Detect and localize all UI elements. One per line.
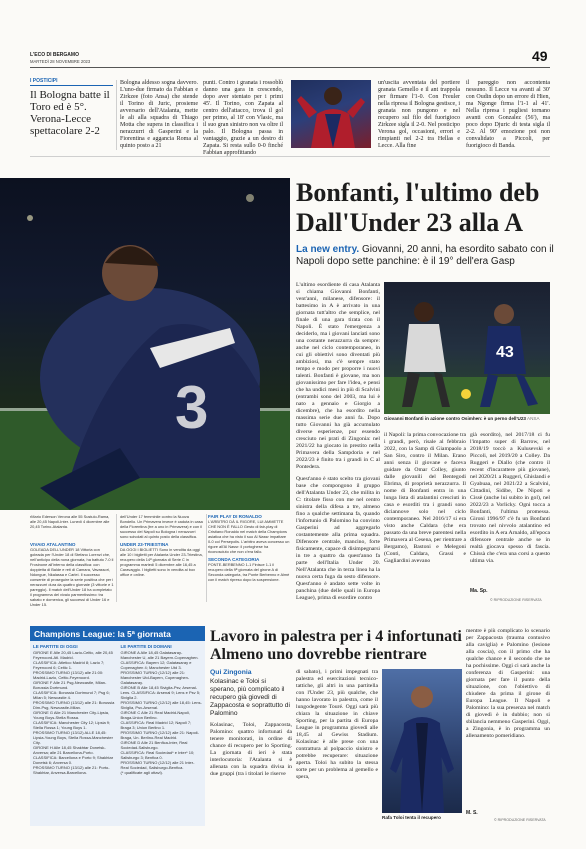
cl-box (30, 626, 205, 826)
cl-right-col (121, 644, 203, 775)
lavoro-byline: M. S. (466, 810, 478, 816)
cl-right-item: PROSSIMO TURNO (12/12) alle 18,45: Lens-Siviglia, Psv-Arsenal. (120, 700, 202, 710)
brief-seconda-label: SECONDA CATEGORIA (208, 557, 260, 562)
lavoro-col2: di sabato), i primi impegnati tra palestra ed esercitazioni tecnico-tattiche, gli altri in una partitella con l'Under 23, più qualche, che hanno lavorato in palestra, come il lungodegente Touré. Oggi sarà più chiara la situazione in chiave Sporting, per la partita di Europa League in programma giovedì alle 18,45 al Gewiss Stadium. Kolasinac è alle prese con una contrattura al polpaccio sinistro e potrebbe recuperare: situazione aperta. Toloi ha subito la stessa sorte per un problema al gemello e spera, (296, 669, 378, 780)
main-col-b: Quest'anno è stato scelto tra giovani base che compongono il gruppo dell'Atalanta Under 23, che milita in C: titolare fisso con me nel centro sinistra della difesa a tre, almeno fino a qualche settimana fa, quando l'infortunio di Palomino ha convinto Gasperini ad aggregarlo costantemente alla prima squadra. Difensore centrale, mancino, forte fisicamente, capace di disimpegnarsi in tre a quattro da quest'anno fa parte dell'Italia Under 20. Nell'Atalanta che in terza linea ha la nuova certa fuga da sesto difensore. Quest'anno è andato sette volte in panchina (due delle quali in Europa League), prima di esordire contro (296, 476, 380, 601)
top-col2: punti. Contro i granata i rossoblù danno una gara in crescendo, dopo aver stentato per i primi 45'. Il Torino, con Zapata al centro dell'attacco, trova il gol per primo, al 18' con Vlasic, ma il suo gran sinistro non va oltre il palo. Il Bologna passa in vantaggio, grazie a un destro di Zapata. Si resta sullo 0-0 finché Fabbian approfittando (203, 80, 283, 156)
cl-right-list (121, 650, 203, 775)
cl-left-item: CLASSIFICA: Borussia Dortmund 7; Psg 6; Milan 5; Newcastle 4. (33, 690, 110, 700)
cl-left-list (33, 650, 117, 775)
cl-right-item: CLASSIFICA: Real Madrid 12; Napoli 7; Braga 3; Union Berlino 1. (120, 720, 192, 730)
lavoro-photo-toloi (382, 669, 462, 813)
top-photo-bologna (291, 80, 371, 148)
main-deck-kicker: La new entry. (296, 244, 360, 255)
brief-right (208, 514, 290, 602)
cl-right-item: PROSSIMO TURNO (12/12) alle 21: Manchester Utd-Bayern, Copenaghen-Galatasaray. (120, 670, 190, 685)
brief-middle-text: dell'Under 17 femminile contro la Nuova Bondello. Un Primavera invece è caduta in casa della Fiorentina (tre a uno in Primavera) e con il successo del Napoli su Bologna i nerazzurri sono scivolati al quinto posto della classifica. (120, 514, 203, 539)
main-byline: Ma. Sp. (470, 588, 488, 594)
top-kicker: I POSTICIPI (30, 78, 113, 86)
cl-left-item: PROSSIMO TURNO (13/12) alle 21: Borussia Dim-Psg, Newcastle-Milan. (33, 700, 115, 710)
player-silhouette-icon (291, 80, 371, 148)
cl-left-item: CLASSIFICA: Barcellona e Porto 9; Shakhtar Donetsk 6; Anversa 0. (33, 755, 114, 765)
brief-triestina-text: DA OGGI I BIGLIETTI Sono in vendita da oggi alle 10 i biglietti per Atalanta Under 23-Triestina, recupero della 14ª giornata di Serie C in programma martedì 5 dicembre alle 16,45 a Caravaggio. I biglietti sono in vendita al box office e online. (120, 547, 203, 577)
main-rights: © RIPRODUZIONE RISERVATA (490, 598, 542, 602)
cl-left-item: GIRONE H Alle 18,45 Shakhtar Donetsk-Anversa; alle 21 Barcellona-Porto. (33, 745, 106, 755)
brief-middle (120, 514, 204, 602)
cl-right-item: CLASSIFICA: Real Sociedad* e Inter* 10; Salisburgo 3; Benfica 0. (120, 750, 195, 760)
brief-divider-2 (206, 514, 207, 602)
main-inset-photo (384, 282, 550, 414)
lavoro-deck: Kolasinac e Toloi si sperano, più complicato il recupero già giovedì di Zappacosta e soprattutto di Palomino (210, 678, 290, 717)
below-photo-caption: rMario Ederson Verona alle 55 Sustulo-Rama, alle 20,45 Napoli-Inter. Lunedì 4 dicembre alle 20,45 Torino-Atalanta. (30, 514, 110, 529)
cl-right-item: GIRONE B Alle 18,45 Siviglia-Psv, Arsenal-Lens. CLASSIFICA: Arsenal 9; Lens e Psv 5; Siviglia 2. (120, 685, 201, 700)
lavoro-headline-line2: Almeno uno dovrebbe rientrare (210, 646, 427, 663)
cl-left-item: GIRONE G Alle 21 Manchester City-Lipsia, Young Boys-Stella Rossa. (33, 710, 110, 720)
lavoro-photo-caption: Rafa Toloi tenta il recupero (382, 815, 441, 820)
top-box (30, 78, 113, 154)
cl-title: Champions League: la 5ª giornata (30, 626, 205, 641)
masthead-paper: L'ECO DI BERGAMO (30, 52, 79, 58)
svg-text:3: 3 (175, 374, 209, 441)
top-col4: il pareggio non accontenta nessuno. Il Lecce va avanti al 30' con Oudin dopo un errore di Hien, ma Ngonge firma l'1-1 al 41'. Nella ripresa i pugliesi tornano avanti con Gonzalez (56'), ma poco dopo Djuric di testa sigla il 2-2. Al 90' emozione poi non convalidato a Piccoli, per fuorigioco di Banda. (466, 80, 550, 149)
lavoro-col3: mentre è più complicato lo scenario per Zappacosta (trauma contusivo alla caviglia) e Palomino (lesione alla coscia), con il primo che ha qualche chance e il secondo che ne ha pochissime. Oggi ci sarà anche la conferenza di Gasperini: una giornata per fare il punto della situazione, con l'obiettivo di chiudere da prima il girone di Europa League. Il Napoli e Palomino: la sua presenza nel match di giovedì è in dubbio; non si sbilancia nemmeno Gasperini. Oggi, a Zingonia, è in programma un allenamento pomeridiano. (466, 628, 550, 739)
brief-ronaldo-label: FAIR PLAY DI RONALDO (208, 514, 262, 519)
svg-text:43: 43 (496, 344, 514, 361)
cl-right-heading: LE PARTITE DI DOMANI (120, 644, 172, 649)
top-col1: Bologna aldesso sogna davvero. L'uno-due firmato da Fabbian e Zirkzee (foto Ansa) che stende il Torino di Juric, prosieme avversario dell'Atalanta, mette le ali alla squadra di Thiago Motta che supera in classifica i nerazzurri di Gasperini e la Fiorentina e aggancia Roma al quinto posto a 21 (120, 80, 198, 149)
brief-divider-1 (116, 514, 117, 602)
main-headline-line1: Bonfanti, l'ultimo deb (296, 178, 540, 207)
top-headline: Il Bologna batte il Toro ed è 5°. Verona-Lecce spettacolare 2-2 (30, 89, 110, 137)
cl-left-item: PROSSIMO TURNO (13/12) alle 21:00: Madrid-Lazio, Celtic-Feyenoord. (33, 670, 104, 680)
brief-triestina-label: UNDER 23-TRIESTINA (120, 542, 169, 547)
brief-vivaio (30, 542, 114, 607)
page-number: 49 (532, 48, 548, 64)
brief-ronaldo-text: L'ARBITRO DÀ IL RIGORE, LUI AMMETTE CHE NON È FALLO Gesto di fair-play di Cristiano Ronaldo nel match della Champions asiatica che ha visto il suo Al Nassr impattare 0-0 col Persepolis. L'arbitro aveva concesso un rigore all'Al Nassr: il portoghese ha riconosciuto che non c'era fallo. (208, 519, 290, 554)
cl-right-item: GIRONE D Alle 21 Benfica-Inter, Real Sociedad-Salisburgo. (120, 740, 188, 750)
cl-left-item: CLASSIFICA: Manchester City 12; Lipsia 9; Stella Rossa 1; Young Boys 1. (33, 720, 111, 730)
cl-right-item: PROSSIMO TURNO (12/12) alle 21: Napoli-Braga, Un. Berlino-Real Madrid. (120, 730, 199, 740)
toloi-silhouette-icon (382, 669, 462, 813)
cl-right-item: (* qualificate agli ottavi). (120, 770, 163, 775)
cl-left-col (33, 644, 117, 775)
top-bottom-rule (30, 156, 550, 157)
masthead-date: MARTEDÌ 28 NOVEMBRE 2023 (30, 59, 91, 64)
cl-left-item: PROSSIMO TURNO (13/12) alle 21: Porto-Shakhtar, Anversa-Barcellona. (33, 765, 110, 775)
main-deck-text: Giovanni, 20 anni, ha esordito sabato con il Napoli dopo sette panchine: è il 19° dell'era Gasp (296, 244, 554, 267)
masthead-rule (30, 67, 550, 68)
cl-left-item: PROSSIMO TURNO (13/12) ALLE 18,45: Lipsia-Young Boys, Stella Rossa-Manchester City. (33, 730, 113, 745)
brief-vivaio-text: GOLEADA DELL'UNDER 18 Vittoria con goleada per l'Under 18 di Stefano Lorenzi che, nell'anticipo della nona giornata, ha battuto 7-0 il Frosinone all'interno della classifica: con doppietta di Balde e reti di Camara, Vavassori, Ndongue, Nkalassa e Carlei. Il successo consente di proseguire la serie positiva che per i nerazzurri dura da quattro giornate (3 vittorie e 1 pareggio). Il match dell'Under 18 ha completato il programma del vivaio parmentissimo: tra sabato e domenica, gli successi di Under 16 e Under 15. (30, 547, 114, 607)
cl-right-item: PROSSIMO TURNO (12/12) alle 21 Inter-Real Sociedad, Salisburgo-Benfica. (120, 760, 195, 770)
lavoro-rights: © RIPRODUZIONE RISERVATA (494, 818, 546, 822)
main-photo-caption-credit: ANSA (527, 416, 540, 421)
photo-scene-icon (0, 178, 290, 510)
brief-vivaio-label: VIVAIO ATALANTINO (30, 542, 76, 547)
cl-left-item: GIRONE E Alle 20,45 Lazio-Celtic, alle 20,45 Feyenoord-Atl. Madrid. (33, 650, 113, 660)
main-headline-line2: Dall'Under 23 alla A (296, 208, 524, 237)
lavoro-kicker: Qui Zingonia (210, 669, 252, 676)
inset-scene-icon (384, 282, 550, 414)
main-col-c: il Napoli: la prima convocazione tra i grandi, però, risale al febbraio 2022, con la Samp di Giampaolo a San Siro, contro il Milan. Erano anni senza il giovane e faceva guidare da Omar Colley, giunto dalle giovanili del Bentegodi Ebrima, di proprietà nerazzurra. Il nome di Bonfanti entra in una lunga lista di atalantini cresciuti in casa e esorditi tra i grandi sono diciannove solo nel ciclo contemporaneo. Nel 2016/17 si era visto anche Caldara (che era passato da una breve parentesi nella Primavera al Cesena, per rientrare a Bergamo), Bastoni e Melegoni (Conti, Caldara, Grassi e Gagliardini avevano (384, 432, 466, 564)
main-photo-caption-text: Giovanni Bonfanti in azione contro Osimhen: è un perno dell'U23 (384, 416, 526, 421)
cl-left-item: CLASSIFICA: Atletico Madrid 8; Lazio 7; Feyenoord 6; Celtic 1. (33, 660, 105, 670)
cl-right-item: CLASSIFICA: Bayern 12; Galatasaray e Copenaghen 4; Manchester Utd 3. (120, 660, 192, 670)
cl-left-heading: LE PARTITE DI OGGI (33, 644, 78, 649)
top-divider (116, 80, 117, 150)
cl-right-item: GIRONE A Alle 18,45 Galatasaray-Manchester U, alle 21 Bayern-Copenaghen. (120, 650, 199, 660)
brief-seconda-text: PONTE-BERBENNO 1-1 Finisce 1-1 il recupero della 9ª giornata del girone A di Seconda categoria, tra Ponte Berbenno e Almè con il match ripreso dopo la sospensione. (208, 562, 290, 582)
main-col-a: L'ultimo esordiente di casa Atalanta si chiama Giovanni Bonfanti, vent'anni, milanese, difensore: il battesimo in A è arrivato in una giornata tutt'altro che semplice, nel finale di una gara tirata con il Napoli. È stato l'emergenza a deciderlo, ma i giovani lanciati sono una costante nerazzurra da sempre: anche nel ciclo contemporaneo, in cui gli obiettivi sono diventati più ambiziosi, ma c'è sempre stato tempo e modo per proporre i nuovi talenti. Bonfanti è giovane, ma non giovanissimo per fare l'idea, e pensi che ha undici mesi in più di Scalvini (entrambi sono del 2003, ma lui è nato a gennaio e Giorgio a dicembre), che ha esordito nella massima serie due anni fa. Dopo tutto Giovanni ha già accumulato diverse esperienze, pur essendo cresciuto nei prati di Zingonia: nel 2021/22 ha giocato in prestito nella Primavera della Sampdoria e nel 2022/23 è finito tra i grandi in C al Pontedera. (296, 282, 380, 470)
main-photo-caption (384, 416, 550, 422)
cl-right-item: GIRONE C Alle 21 Real Madrid-Napoli, Braga-Union Berlino. (120, 710, 190, 720)
main-deck (296, 244, 580, 268)
main-col-d: già esordito), nel 2017/18 ci fu l'impatto super di Barrow, nel 2018/19 toccò a Kulusevski e Piccoli, nel 2019/20 a Colley. Da Ruggeri e Diallo (che contro il recent d'incarattere più giovane), nel 2020/21 a Ruggeri, Ghislandi e Gyabuaa, nel 2021/22 a Scalvini, Cittadini, Sidibe, De Nipoti e Cissè (anche lui subito in gol), nel 2022/23 a Vorlicky. Ogni tocca a Bonfanti, l'ultima promessa. Gironi 1996/97 c'è fu un Bonfanti trovato nel nivvolo atalantino ed esordito in A era Arnaldo, all'epoca difensore centrale anche se in realtà giocava spesso di fascia. Chissà che c'era una corsi a questo ultima via. (470, 432, 550, 564)
cl-left-item: GIRONE F Alle 21 Psg-Newcastle, Milan-Borussia Dortmund. (33, 680, 107, 690)
lavoro-headline-line1: Lavoro in palestra per i 4 infortunati (210, 628, 462, 645)
lavoro-col1: Kolasinac, Toloi, Zappacosta, Palomino: quattro infortunati da tenere monitorati, in ordine di chance di recupero per lo Sporting. La giornata di ieri è stata interlocutoria: l'Atalanta si è allenata con la squadra divisa in due gruppi (tra i titolari le riserve (210, 722, 292, 777)
top-col3: un'uscita avventata del portiere granata Gemello e il ant trappola per firmare l'1-0. Con Freuler nella ripresa il Bologna gestisce, i granata non pungono e nel recupero sul filo del fuorigioco Zirkzee sigla il 2-0. Nel posticipo Verona gol, occasioni, errori e rimpianti nel 2-2 tra Hellas e Lecce. Alla fine (378, 80, 460, 149)
main-photo-bonfanti (0, 178, 290, 510)
